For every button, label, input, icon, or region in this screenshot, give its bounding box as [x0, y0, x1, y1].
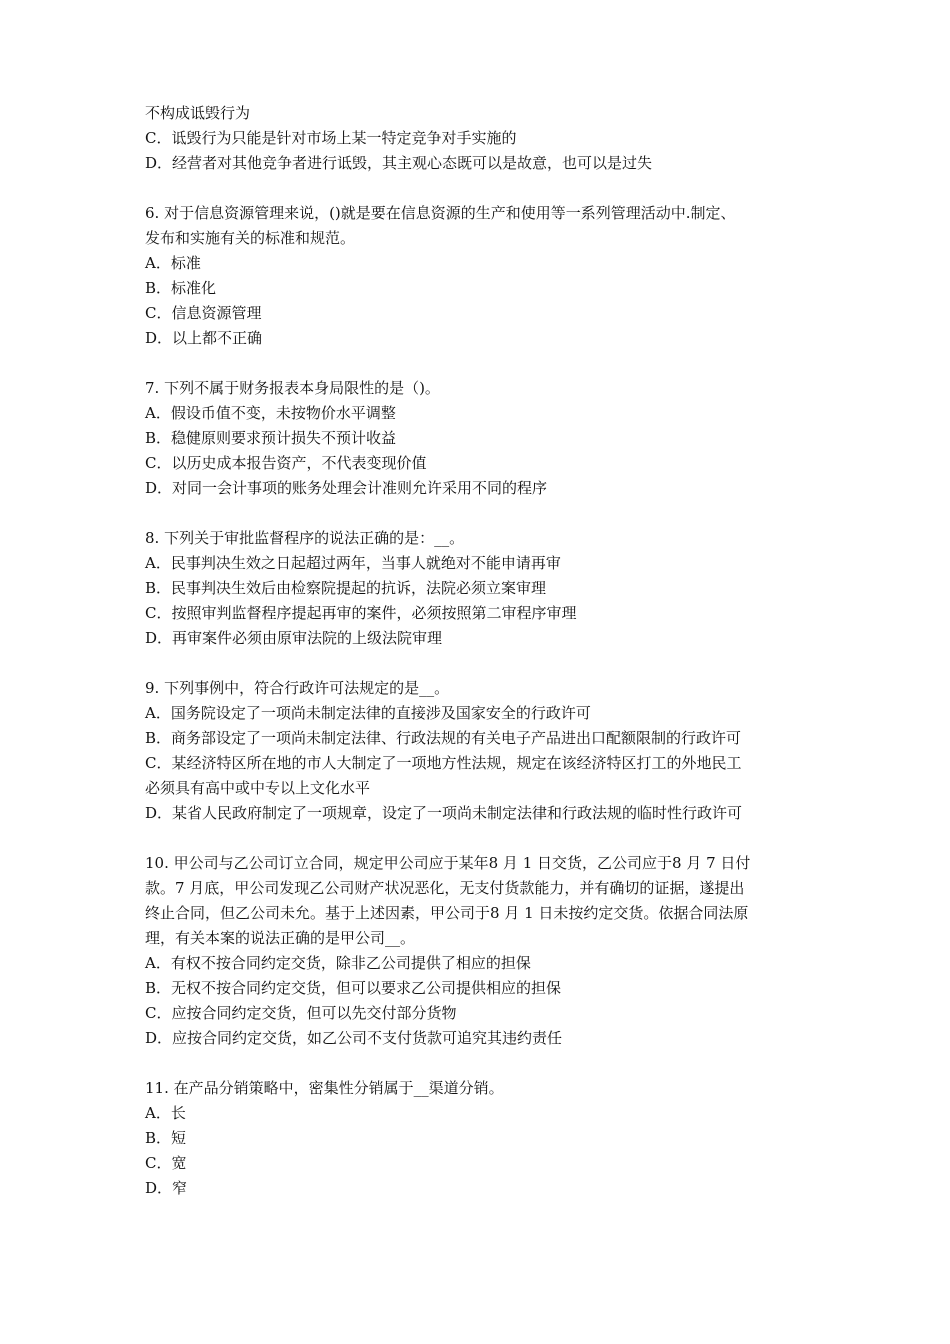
option-a: A．民事判决生效之日起超过两年，当事人就绝对不能申请再审: [145, 554, 561, 572]
option-a: A．国务院设定了一项尚未制定法律的直接涉及国家安全的行政许可: [145, 704, 591, 722]
option-d: D．窄: [145, 1179, 188, 1197]
question-stem: 发布和实施有关的标准和规范。: [145, 229, 356, 247]
question-stem: 9. 下列事例中，符合行政许可法规定的是__。: [145, 679, 450, 697]
question-8: [145, 526, 820, 651]
question-stem: 理，有关本案的说法正确的是甲公司__。: [145, 929, 416, 947]
option-c: C．信息资源管理: [145, 304, 262, 322]
question-9: [145, 676, 820, 826]
option-d: D．某省人民政府制定了一项规章，设定了一项尚未制定法律和行政法规的临时性行政许可: [145, 804, 743, 822]
option-d: D．经营者对其他竞争者进行诋毁，其主观心态既可以是故意，也可以是过失: [145, 154, 653, 172]
question-7: [145, 376, 820, 501]
intro-continuation: [145, 101, 820, 176]
option-b: B．民事判决生效后由检察院提起的抗诉，法院必须立案审理: [145, 579, 547, 597]
spacer: [145, 501, 820, 526]
option-c: C．宽: [145, 1154, 187, 1172]
option-c: C．诋毁行为只能是针对市场上某一特定竞争对手实施的: [145, 129, 517, 147]
document-page: [145, 101, 820, 1201]
spacer: [145, 351, 820, 376]
question-stem: 11. 在产品分销策略中，密集性分销属于__渠道分销。: [145, 1079, 504, 1097]
option-c: C．以历史成本报告资产，不代表变现价值: [145, 454, 427, 472]
question-11: [145, 1076, 820, 1201]
option-a: A．有权不按合同约定交货，除非乙公司提供了相应的担保: [145, 954, 531, 972]
spacer: [145, 826, 820, 851]
spacer: [145, 1051, 820, 1076]
question-stem: 8. 下列关于审批监督程序的说法正确的是：__。: [145, 529, 465, 547]
spacer: [145, 651, 820, 676]
option-b: B．稳健原则要求预计损失不预计收益: [145, 429, 397, 447]
question-6: [145, 201, 820, 351]
question-stem: 6. 对于信息资源管理来说，()就是要在信息资源的生产和使用等一系列管理活动中.制定、: [145, 204, 736, 222]
option-d: D．以上都不正确: [145, 329, 263, 347]
option-d: D．对同一会计事项的账务处理会计准则允许采用不同的程序: [145, 479, 548, 497]
option-a: A．长: [145, 1104, 186, 1122]
option-b: B．无权不按合同约定交货，但可以要求乙公司提供相应的担保: [145, 979, 562, 997]
question-stem: 款。7 月底，甲公司发现乙公司财产状况恶化，无支付货款能力，并有确切的证据，遂提出: [145, 879, 745, 897]
option-a: A．假设币值不变，未按物价水平调整: [145, 404, 396, 422]
option-c: C．按照审判监督程序提起再审的案件，必须按照第二审程序审理: [145, 604, 577, 622]
option-c: C．应按合同约定交货，但可以先交付部分货物: [145, 1004, 457, 1022]
question-stem: 7. 下列不属于财务报表本身局限性的是（)。: [145, 379, 440, 397]
option-a: A．标准: [145, 254, 201, 272]
text-line: 不构成诋毁行为: [145, 104, 251, 122]
question-stem: 10. 甲公司与乙公司订立合同，规定甲公司应于某年8 月 1 日交货，乙公司应于8 月 7 日付: [145, 854, 751, 872]
question-stem: 终止合同，但乙公司未允。基于上述因素，甲公司于8 月 1 日未按约定交货。依据合同法原: [145, 904, 749, 922]
spacer: [145, 176, 820, 201]
option-c: C．某经济特区所在地的市人大制定了一项地方性法规，规定在该经济特区打工的外地民工: [145, 754, 742, 772]
option-d: D．应按合同约定交货，如乙公司不支付货款可追究其违约责任: [145, 1029, 563, 1047]
option-b: B．短: [145, 1129, 187, 1147]
option-b: B．商务部设定了一项尚未制定法律、行政法规的有关电子产品进出口配额限制的行政许可: [145, 729, 742, 747]
option-b: B．标准化: [145, 279, 217, 297]
question-10: [145, 851, 820, 1051]
option-d: D．再审案件必须由原审法院的上级法院审理: [145, 629, 443, 647]
option-c-continuation: 必须具有高中或中专以上文化水平: [145, 779, 371, 797]
